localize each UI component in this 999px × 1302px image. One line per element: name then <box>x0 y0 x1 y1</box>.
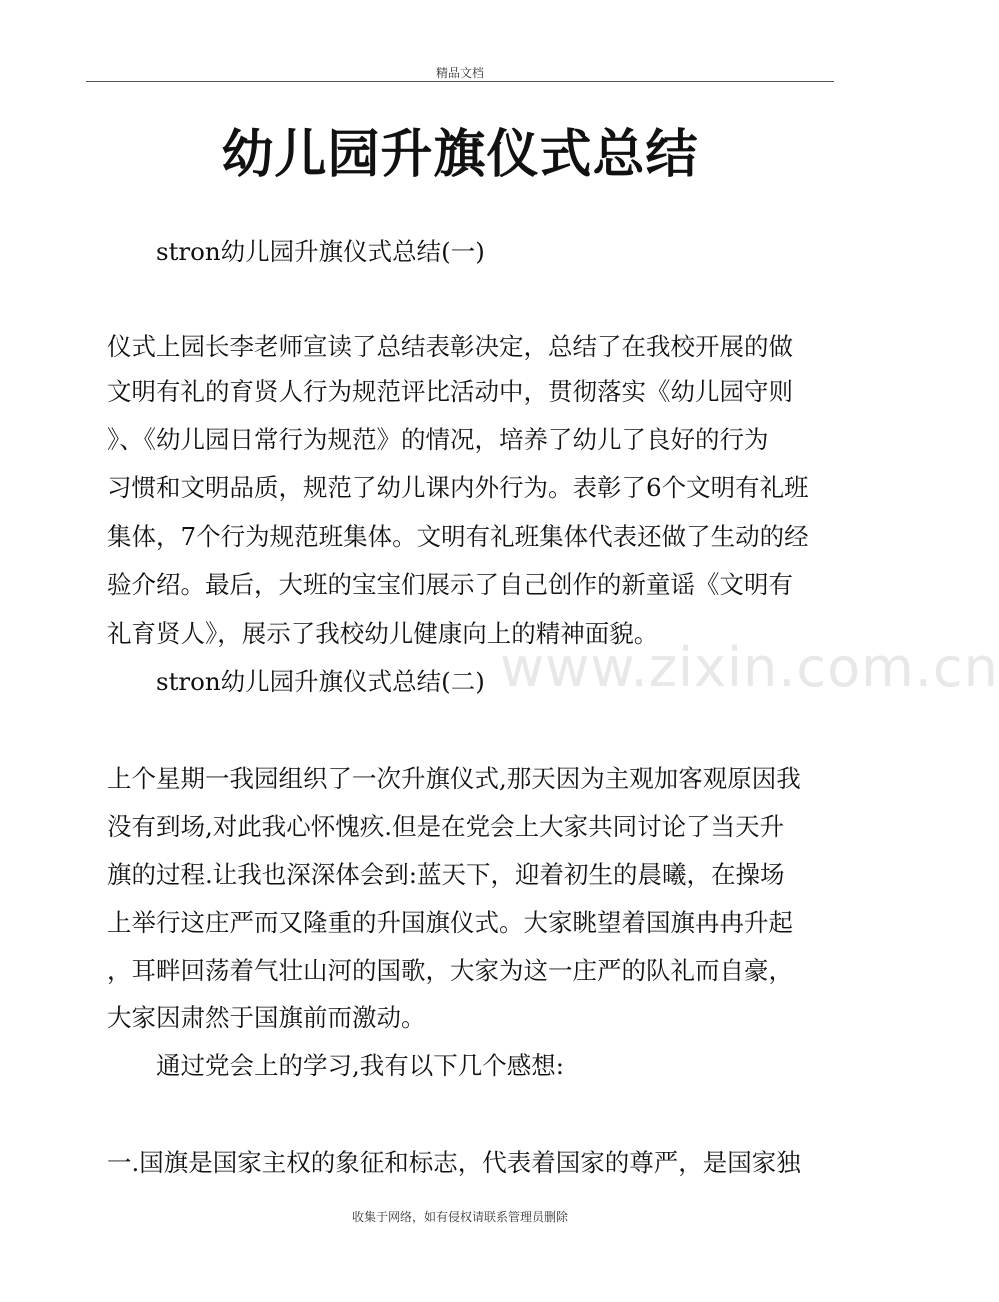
paragraph-line: 集体，7个行为规范班集体。文明有礼班集体代表还做了生动的经 <box>107 522 809 551</box>
paragraph-line: 大家因肃然于国旗前而激动。 <box>107 1003 426 1032</box>
paragraph-line: 文明有礼的育贤人行为规范评比活动中，贯彻落实《幼儿园守则 <box>107 377 793 406</box>
paragraph-line: 没有到场,对此我心怀愧疚.但是在党会上大家共同讨论了当天升 <box>107 812 785 841</box>
paragraph-line: 仪式上园长李老师宣读了总结表彰决定，总结了在我校开展的做 <box>107 332 793 361</box>
footer-label: 收集于网络，如有侵权请联系管理员删除 <box>351 1210 568 1224</box>
paragraph-line: 礼育贤人》，展示了我校幼儿健康向上的精神面貌。 <box>107 619 659 648</box>
paragraph-line: 通过党会上的学习,我有以下几个感想: <box>156 1051 565 1080</box>
paragraph-line: 上个星期一我园组织了一次升旗仪式,那天因为主观加客观原因我 <box>107 764 801 793</box>
document-title: 幼儿园升旗仪式总结 <box>221 125 699 185</box>
paragraph-line: 上举行这庄严而又隆重的升国旗仪式。大家眺望着国旗冉冉升起 <box>107 908 793 937</box>
section-heading-2: stron幼儿园升旗仪式总结(二) <box>156 667 485 696</box>
watermark: www.zixin.com.cn <box>500 636 999 699</box>
paragraph-line: 一.国旗是国家主权的象征和标志，代表着国家的尊严，是国家独 <box>107 1148 801 1177</box>
paragraph-line: 》、《幼儿园日常行为规范》的情况，培养了幼儿了良好的行为 <box>107 425 769 454</box>
paragraph-line: 验介绍。最后，大班的宝宝们展示了自己创作的新童谣《文明有 <box>107 570 793 599</box>
header-label: 精品文档 <box>435 66 484 80</box>
paragraph-line: 习惯和文明品质，规范了幼儿课内外行为。表彰了6个文明有礼班 <box>107 473 809 502</box>
header-divider <box>86 81 834 82</box>
paragraph-line: 旗的过程.让我也深深体会到:蓝天下，迎着初生的晨曦，在操场 <box>107 860 785 889</box>
paragraph-line: ，耳畔回荡着气壮山河的国歌，大家为这一庄严的队礼而自豪， <box>107 956 793 985</box>
section-heading-1: stron幼儿园升旗仪式总结(一) <box>156 237 485 266</box>
